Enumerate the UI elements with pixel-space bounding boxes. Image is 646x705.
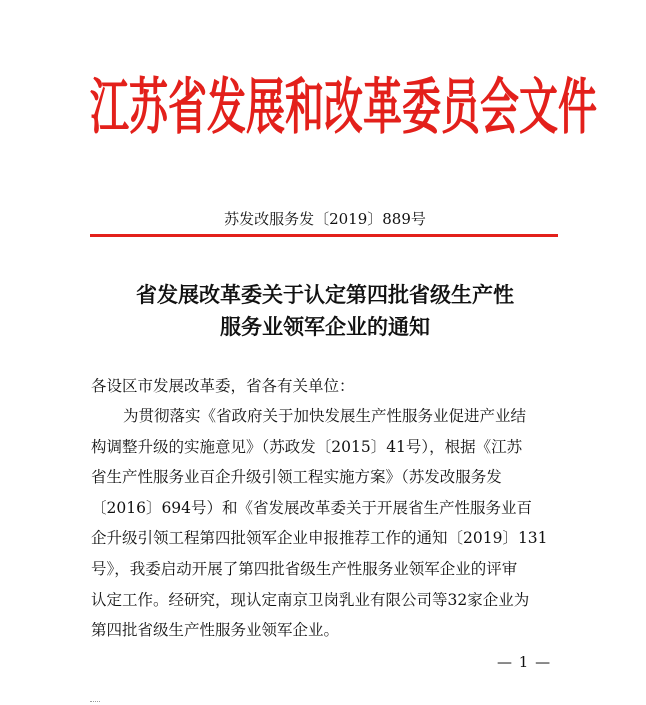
scan-corner-mark bbox=[90, 701, 100, 703]
issuing-authority-header: 江苏省发展和改革委员会文件 bbox=[90, 71, 598, 144]
body-paragraph bbox=[91, 406, 561, 651]
body-line: 省生产性服务业百企升级引领工程实施方案》（苏发改服务发 bbox=[91, 468, 502, 487]
red-divider-line bbox=[90, 234, 558, 237]
document-title-line-1: 省发展改革委关于认定第四批省级生产性 bbox=[136, 283, 514, 307]
document-title bbox=[90, 279, 560, 343]
body-line: 构调整升级的实施意见》（苏政发〔2015〕41号），根据《江苏 bbox=[91, 437, 523, 456]
document-number: 苏发改服务发〔2019〕889号 bbox=[224, 210, 426, 228]
body-line: 认定工作。经研究，现认定南京卫岗乳业有限公司等32家企业为 bbox=[91, 590, 530, 609]
body-line: 号》，我委启动开展了第四批省级生产性服务业领军企业的评审 bbox=[91, 559, 518, 578]
document-title-line-2: 服务业领军企业的通知 bbox=[220, 315, 430, 339]
salutation: 各设区市发展改革委，省各有关单位： bbox=[91, 377, 355, 395]
body-line: 〔2016〕694号）和《省发展改革委关于开展省生产性服务业百 bbox=[91, 498, 533, 517]
page-number: — 1 — bbox=[497, 653, 552, 671]
body-line: 企升级引领工程第四批领军企业申报推荐工作的通知〔2019〕131 bbox=[91, 529, 548, 548]
body-line: 为贯彻落实《省政府关于加快发展生产性服务业促进产业结 bbox=[123, 407, 527, 425]
body-line: 第四批省级生产性服务业领军企业。 bbox=[91, 621, 340, 640]
